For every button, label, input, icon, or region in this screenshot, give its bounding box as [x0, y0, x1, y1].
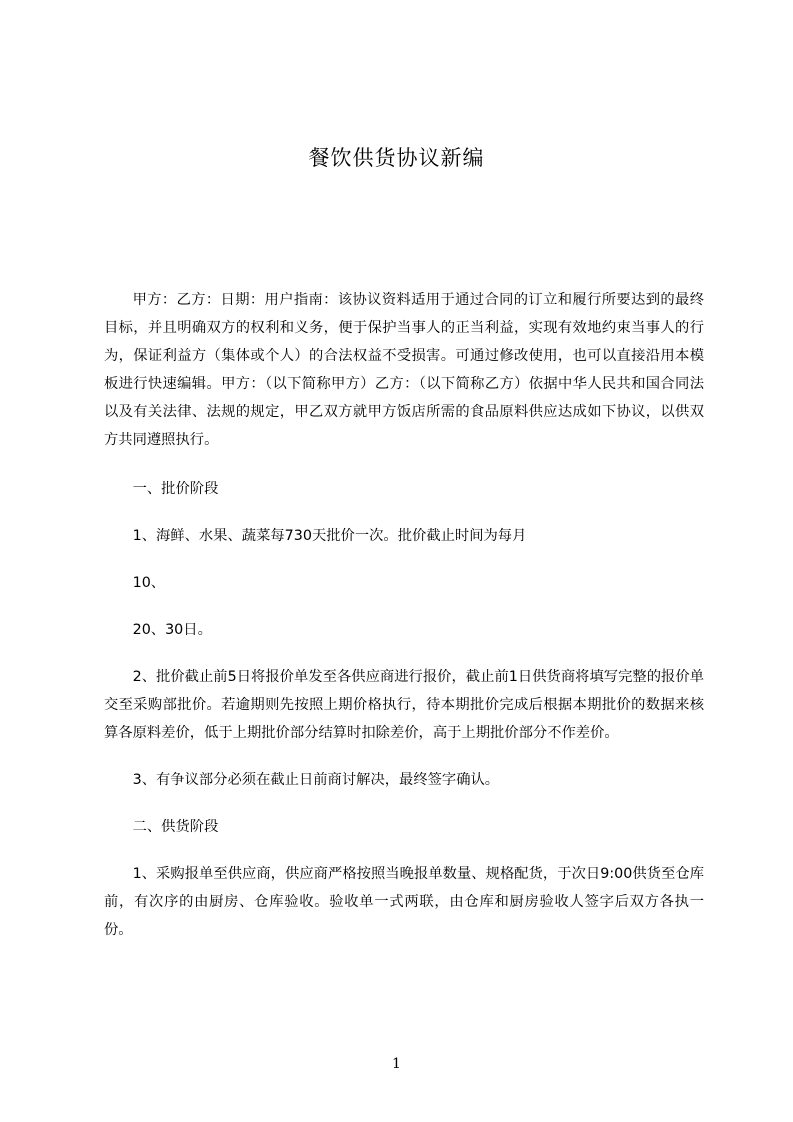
section-heading-supply: 二、供货阶段: [132, 819, 219, 835]
intro-paragraph: 甲方：乙方：日期：用户指南：该协议资料适用于通过合同的订立和履行所要达到的最终目标，并且明确双方的权利和义务，便于保护当事人的正当利益，实现有效地约束当事人的行为，保证利益方（集体或个人）的合法权益不受损害。可通过修改使用，也可以直接沿用本模板进行快速编辑。甲方：（以下简称甲方）乙方：（以下简称乙方）依据中华人民共和国合同法以及有关法律、法规的规定，甲乙双方就甲方饭店所需的食品原料供应达成如下协议，以供双方共同遵照执行。: [104, 292, 704, 448]
supply-clause-1: 1、采购报单至供应商，供应商严格按照当晚报单数量、规格配货，于次日9:00供货至仓库前，有次序的由厨房、仓库验收。验收单一式两联，由仓库和厨房验收人签字后双方各执一份。: [104, 866, 704, 938]
section-heading-pricing: 一、批价阶段: [132, 481, 219, 497]
pricing-clause-1: 1、海鲜、水果、蔬菜每730天批价一次。批价截止时间为每月: [132, 528, 527, 544]
pricing-clause-1-cont-a: 10、: [132, 575, 166, 591]
document-title: 餐饮供货协议新编: [308, 146, 485, 170]
pricing-clause-3: 3、有争议部分必须在截止日前商讨解决，最终签字确认。: [132, 772, 500, 788]
document-body: [104, 286, 704, 944]
page-number: 1: [392, 1056, 401, 1072]
pricing-clause-1-cont-b: 20、30日。: [132, 622, 212, 638]
pricing-clause-2: 2、批价截止前5日将报价单发至各供应商进行报价，截止前1日供货商将填写完整的报价单交至采购部批价。若逾期则先按照上期价格执行，待本期批价完成后根据本期批价的数据来核算各原料差价，低于上期批价部分结算时扣除差价，高于上期批价部分不作差价。: [104, 669, 704, 741]
